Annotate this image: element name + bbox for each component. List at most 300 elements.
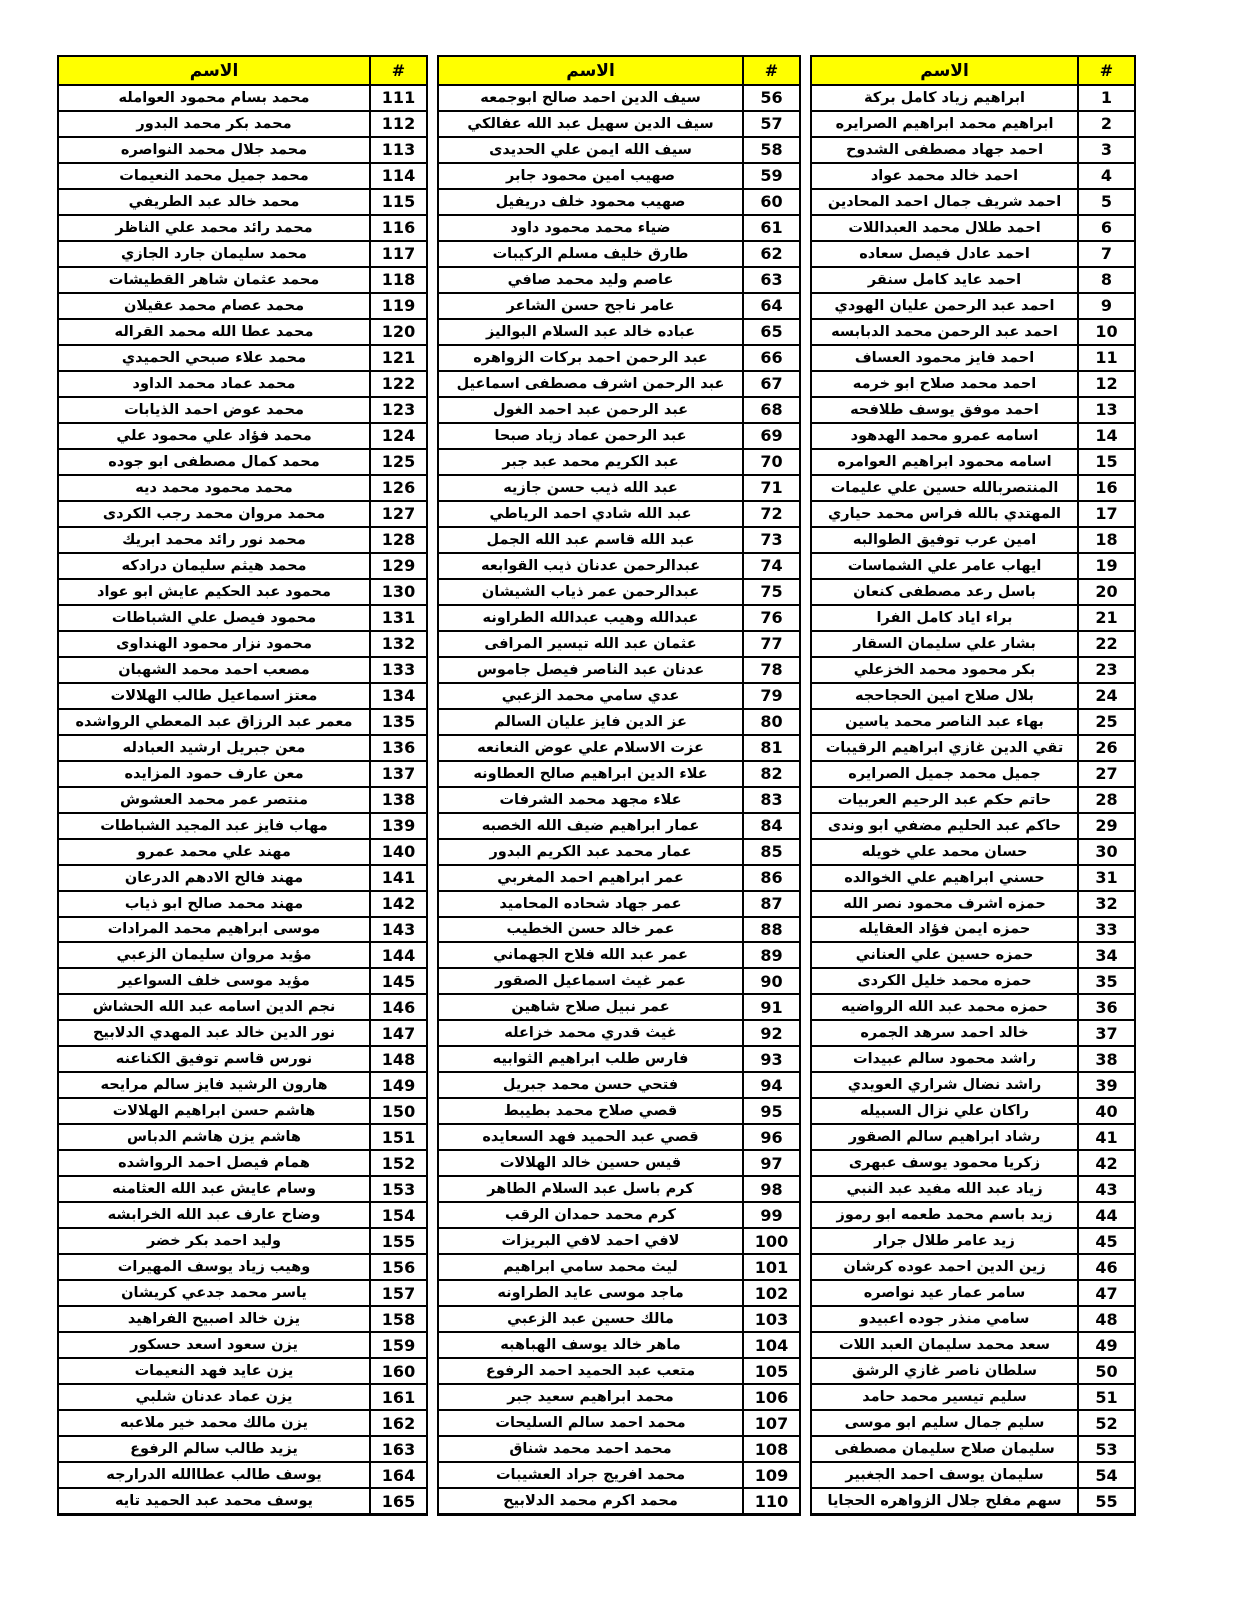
rank-cell: 139 xyxy=(369,814,426,838)
names-table xyxy=(57,55,1136,1516)
name-cell: محمد جميل محمد النعيمات xyxy=(119,167,309,184)
name-cell: متعب عبد الحميد احمد الرفوع xyxy=(485,1363,696,1380)
name-cell: عز الدين فايز عليان السالم xyxy=(494,713,687,730)
table-row xyxy=(439,190,799,216)
name-cell: احمد موفق يوسف طلافحه xyxy=(850,401,1039,418)
rank-cell: 46 xyxy=(1077,1255,1134,1279)
rank-cell: 16 xyxy=(1077,476,1134,500)
name-cell: احمد عبد الرحمن محمد الدبابسه xyxy=(831,323,1058,340)
table-row xyxy=(439,580,799,606)
table-row xyxy=(439,164,799,190)
rank-cell: 104 xyxy=(742,1333,799,1357)
table-row xyxy=(59,762,426,788)
name-cell: عاصم وليد محمد صافي xyxy=(507,271,674,288)
table-row xyxy=(59,995,426,1021)
name-cell: يزيد طالب سالم الرفوع xyxy=(130,1441,298,1458)
name-cell: كرم محمد حمدان الرقب xyxy=(505,1207,676,1224)
rank-cell: 92 xyxy=(742,1021,799,1045)
name-cell: سيف الدين احمد صالح ابوجمعه xyxy=(480,89,701,106)
name-cell: حاكم عبد الحليم مضفي ابو وندى xyxy=(827,817,1062,834)
rank-cell: 103 xyxy=(742,1307,799,1331)
table-row xyxy=(812,788,1134,814)
rank-cell: 58 xyxy=(742,138,799,162)
name-cell: محمد عصام محمد عقيلان xyxy=(123,297,305,314)
name-cell: مصعب احمد محمد الشهبان xyxy=(118,661,310,678)
rank-cell: 157 xyxy=(369,1281,426,1305)
name-cell: سليم جمال سليم ابو موسى xyxy=(844,1415,1045,1432)
table-row xyxy=(812,1229,1134,1255)
table-row xyxy=(59,138,426,164)
name-cell: حسان محمد علي خويله xyxy=(861,843,1028,860)
rank-cell: 47 xyxy=(1077,1281,1134,1305)
rank-cell: 119 xyxy=(369,294,426,318)
rank-cell: 155 xyxy=(369,1229,426,1253)
name-cell: مؤيد مروان سليمان الزعبي xyxy=(116,947,312,964)
table-row xyxy=(59,1099,426,1125)
name-cell: يزن عايد فهد النعيمات xyxy=(134,1363,294,1380)
name-cell: عمر ابراهيم احمد المغربي xyxy=(497,869,684,886)
rank-cell: 9 xyxy=(1077,294,1134,318)
rank-cell: 90 xyxy=(742,969,799,993)
name-cell: عبد الرحمن عبد احمد الغول xyxy=(492,401,689,418)
name-cell: يوسف محمد عبد الحميد تايه xyxy=(115,1493,313,1510)
rank-cell: 88 xyxy=(742,918,799,942)
rank-cell: 128 xyxy=(369,528,426,552)
rank-cell: 66 xyxy=(742,346,799,370)
name-cell: عمر غيث اسماعيل الصقور xyxy=(495,973,686,990)
table-row xyxy=(812,1099,1134,1125)
table-row xyxy=(439,788,799,814)
rank-cell: 134 xyxy=(369,684,426,708)
name-cell: عدي سامي محمد الزعبي xyxy=(501,687,680,704)
rank-cell: 69 xyxy=(742,424,799,448)
table-row xyxy=(812,502,1134,528)
table-row xyxy=(439,918,799,944)
rank-cell: 25 xyxy=(1077,710,1134,734)
rank-cell: 115 xyxy=(369,190,426,214)
number-column-header: # xyxy=(1077,57,1134,84)
rank-cell: 43 xyxy=(1077,1177,1134,1201)
rank-cell: 18 xyxy=(1077,528,1134,552)
table-row xyxy=(439,1281,799,1307)
name-cell: سليمان يوسف احمد الجغبير xyxy=(845,1467,1044,1484)
table-row xyxy=(812,320,1134,346)
table-row xyxy=(439,1099,799,1125)
name-cell: وضاح عارف عبد الله الخرابشه xyxy=(107,1207,321,1224)
table-row xyxy=(812,580,1134,606)
number-column-header: # xyxy=(742,57,799,84)
rank-cell: 62 xyxy=(742,242,799,266)
name-cell: محمد ابراهيم سعيد جبر xyxy=(507,1389,674,1406)
table-row xyxy=(59,1125,426,1151)
rank-cell: 40 xyxy=(1077,1099,1134,1123)
table-row xyxy=(439,112,799,138)
name-cell: احمد خالد محمد عواد xyxy=(870,167,1019,184)
table-row xyxy=(59,943,426,969)
name-cell: عزت الاسلام علي عوض النعانعه xyxy=(477,739,704,756)
table-row xyxy=(812,1073,1134,1099)
table-row xyxy=(59,398,426,424)
name-cell: معن عارف حمود المزايده xyxy=(124,765,304,782)
name-cell: وليد احمد بكر خضر xyxy=(146,1233,282,1250)
name-cell: زيد باسم محمد طعمه ابو رموز xyxy=(836,1207,1053,1224)
rank-cell: 129 xyxy=(369,554,426,578)
rank-cell: 22 xyxy=(1077,632,1134,656)
name-cell: احمد جهاد مصطفى الشدوح xyxy=(845,141,1044,158)
name-cell: حمزه محمد خليل الكردى xyxy=(857,973,1032,990)
rank-cell: 154 xyxy=(369,1203,426,1227)
name-cell: بشار علي سليمان السقار xyxy=(853,635,1036,652)
name-cell: يزن خالد اصبيح الفراهيد xyxy=(127,1311,301,1328)
table-row xyxy=(439,1047,799,1073)
table-row xyxy=(812,1281,1134,1307)
rank-cell: 150 xyxy=(369,1099,426,1123)
rank-cell: 131 xyxy=(369,606,426,630)
name-cell: زين الدين احمد عوده كرشان xyxy=(843,1259,1046,1276)
name-cell: تقي الدين غازي ابراهيم الرقيبات xyxy=(825,739,1064,756)
rank-cell: 99 xyxy=(742,1203,799,1227)
name-cell: موسى ابراهيم محمد المرادات xyxy=(107,921,321,938)
rank-cell: 89 xyxy=(742,943,799,967)
rank-cell: 146 xyxy=(369,995,426,1019)
table-row xyxy=(812,1437,1134,1463)
rank-cell: 116 xyxy=(369,216,426,240)
table-row xyxy=(812,112,1134,138)
table-row xyxy=(59,86,426,112)
rank-cell: 113 xyxy=(369,138,426,162)
rank-cell: 54 xyxy=(1077,1463,1134,1487)
table-row xyxy=(812,86,1134,112)
table-row xyxy=(439,995,799,1021)
name-cell: سامي منذر جوده اعبيدو xyxy=(859,1311,1030,1328)
table-row xyxy=(439,1073,799,1099)
name-cell: راشد نضال شراري العويدي xyxy=(847,1077,1042,1094)
name-cell: معن جبريل ارشيد العبادله xyxy=(122,739,306,756)
name-cell: ايهاب عامر علي الشماسات xyxy=(847,557,1042,574)
name-cell: ليث محمد سامي ابراهيم xyxy=(503,1259,678,1276)
rank-cell: 75 xyxy=(742,580,799,604)
rank-cell: 143 xyxy=(369,918,426,942)
name-cell: محمود فيصل علي الشباطات xyxy=(111,609,317,626)
rank-cell: 117 xyxy=(369,242,426,266)
table-row xyxy=(812,554,1134,580)
rank-cell: 110 xyxy=(742,1489,799,1513)
name-cell: لافي احمد لافي البريزات xyxy=(501,1233,680,1250)
table-row xyxy=(439,969,799,995)
name-cell: ماهر خالد يوسف الهباهبه xyxy=(500,1337,681,1354)
rank-cell: 151 xyxy=(369,1125,426,1149)
name-cell: مهند فالح الادهم الدرعان xyxy=(124,869,304,886)
rank-cell: 39 xyxy=(1077,1073,1134,1097)
table-row xyxy=(59,1333,426,1359)
table-rows-group-1 xyxy=(812,86,1134,1513)
rank-cell: 55 xyxy=(1077,1489,1134,1513)
rank-cell: 73 xyxy=(742,528,799,552)
rank-cell: 164 xyxy=(369,1463,426,1487)
rank-cell: 36 xyxy=(1077,995,1134,1019)
table-row xyxy=(812,1177,1134,1203)
name-cell: رشاد ابراهيم سالم الصقور xyxy=(848,1129,1041,1146)
rank-cell: 161 xyxy=(369,1385,426,1409)
table-row xyxy=(59,814,426,840)
name-cell: ابراهيم محمد ابراهيم الصرايره xyxy=(835,115,1054,132)
table-row xyxy=(439,814,799,840)
table-row xyxy=(59,1255,426,1281)
rank-cell: 3 xyxy=(1077,138,1134,162)
rank-cell: 6 xyxy=(1077,216,1134,240)
rank-cell: 7 xyxy=(1077,242,1134,266)
name-cell: وهيب زياد يوسف المهيرات xyxy=(117,1259,311,1276)
name-cell: حمزه حسين علي العناني xyxy=(855,947,1034,964)
table-header-row xyxy=(812,57,1134,86)
rank-cell: 162 xyxy=(369,1411,426,1435)
table-row xyxy=(59,216,426,242)
table-row xyxy=(439,1021,799,1047)
table-row xyxy=(439,86,799,112)
rank-cell: 13 xyxy=(1077,398,1134,422)
rank-cell: 2 xyxy=(1077,112,1134,136)
table-row xyxy=(59,710,426,736)
rank-cell: 63 xyxy=(742,268,799,292)
name-cell: ضياء محمد محمود داود xyxy=(510,219,671,236)
rank-cell: 50 xyxy=(1077,1359,1134,1383)
name-cell: مالك حسين عبد الزعبي xyxy=(507,1311,674,1328)
rank-cell: 26 xyxy=(1077,736,1134,760)
rank-cell: 165 xyxy=(369,1489,426,1513)
name-cell: محمد احمد سالم السليحات xyxy=(495,1415,686,1432)
name-cell: مهاب فايز عبد المجيد الشباطات xyxy=(100,817,328,834)
name-cell: غيث قدري محمد خزاعله xyxy=(504,1025,677,1042)
rank-cell: 121 xyxy=(369,346,426,370)
table-row xyxy=(59,424,426,450)
rank-cell: 60 xyxy=(742,190,799,214)
table-row xyxy=(812,190,1134,216)
name-cell: طارق خليف مسلم الركيبات xyxy=(492,245,689,262)
rank-cell: 81 xyxy=(742,736,799,760)
rank-cell: 101 xyxy=(742,1255,799,1279)
table-row xyxy=(59,112,426,138)
rank-cell: 79 xyxy=(742,684,799,708)
rank-cell: 107 xyxy=(742,1411,799,1435)
table-row xyxy=(59,502,426,528)
table-row xyxy=(812,736,1134,762)
rank-cell: 52 xyxy=(1077,1411,1134,1435)
name-cell: صهيب امين محمود جابر xyxy=(506,167,675,184)
name-cell: نورس قاسم توفيق الكناعنه xyxy=(115,1051,313,1068)
rank-cell: 85 xyxy=(742,840,799,864)
table-row xyxy=(439,242,799,268)
rank-cell: 152 xyxy=(369,1151,426,1175)
name-cell: زيد عامر طلال جرار xyxy=(874,1233,1015,1250)
name-cell: سعد محمد سليمان العبد اللات xyxy=(838,1337,1051,1354)
name-cell: عمر خالد حسن الخطيب xyxy=(506,921,675,938)
table-row xyxy=(59,969,426,995)
table-row xyxy=(59,346,426,372)
rank-cell: 51 xyxy=(1077,1385,1134,1409)
name-cell: محمد بكر محمد البدور xyxy=(136,115,292,132)
name-cell: سيف الله ايمن علي الحديدى xyxy=(489,141,692,158)
table-row xyxy=(59,450,426,476)
table-row xyxy=(439,762,799,788)
name-cell: سليمان صلاح سليمان مصطفى xyxy=(834,1441,1055,1458)
table-row xyxy=(439,346,799,372)
name-cell: يزن مالك محمد خير ملاعبه xyxy=(120,1415,308,1432)
name-cell: عبدالرحمن عدنان ذيب القوابعه xyxy=(480,557,701,574)
names-table-group-2 xyxy=(437,55,801,1516)
name-cell: احمد فايز محمود العساف xyxy=(854,349,1035,366)
name-cell: مهند علي محمد عمرو xyxy=(137,843,291,860)
rank-cell: 70 xyxy=(742,450,799,474)
name-cell: قصي صلاح محمد بطيبط xyxy=(503,1103,678,1120)
name-cell: عثمان عبد الله تيسير المرافى xyxy=(484,635,697,652)
table-row xyxy=(59,268,426,294)
table-row xyxy=(812,164,1134,190)
name-cell: عمر نبيل صلاح شاهين xyxy=(511,999,670,1016)
rank-cell: 53 xyxy=(1077,1437,1134,1461)
table-row xyxy=(439,1177,799,1203)
table-row xyxy=(59,580,426,606)
table-row xyxy=(439,138,799,164)
table-row xyxy=(812,684,1134,710)
table-row xyxy=(812,1463,1134,1489)
name-cell: يوسف طالب عطاالله الدرارجه xyxy=(106,1467,322,1484)
rank-cell: 153 xyxy=(369,1177,426,1201)
table-row xyxy=(439,476,799,502)
table-row xyxy=(812,216,1134,242)
table-row xyxy=(812,606,1134,632)
name-cell: هارون الرشيد فايز سالم مرايحه xyxy=(100,1077,328,1094)
name-cell: سامر عمار عيد نواصره xyxy=(863,1285,1026,1302)
rank-cell: 126 xyxy=(369,476,426,500)
table-row xyxy=(439,1333,799,1359)
rank-cell: 125 xyxy=(369,450,426,474)
name-cell: محمد نور رائد محمد ابريك xyxy=(122,531,306,548)
table-row xyxy=(439,1203,799,1229)
rank-cell: 158 xyxy=(369,1307,426,1331)
table-row xyxy=(812,242,1134,268)
rank-cell: 120 xyxy=(369,320,426,344)
table-row xyxy=(812,476,1134,502)
rank-cell: 33 xyxy=(1077,918,1134,942)
rank-cell: 80 xyxy=(742,710,799,734)
table-row xyxy=(439,892,799,918)
name-cell: هاشم حسن ابراهيم الهلالات xyxy=(112,1103,316,1120)
name-cell: عامر ناجح حسن الشاعر xyxy=(506,297,675,314)
name-cell: محمد عوض احمد الذيابات xyxy=(124,401,304,418)
table-row xyxy=(439,1463,799,1489)
rank-cell: 142 xyxy=(369,892,426,916)
rank-cell: 67 xyxy=(742,372,799,396)
table-row xyxy=(59,892,426,918)
name-cell: حسني ابراهيم علي الخوالده xyxy=(844,869,1045,886)
rank-cell: 17 xyxy=(1077,502,1134,526)
name-cell: راشد محمود سالم عبيدات xyxy=(853,1051,1036,1068)
table-row xyxy=(812,1255,1134,1281)
name-cell: كرم باسل عبد السلام الطاهر xyxy=(487,1181,694,1198)
name-cell: محمد جلال محمد النواصره xyxy=(120,141,308,158)
table-row xyxy=(439,684,799,710)
rank-cell: 145 xyxy=(369,969,426,993)
rank-cell: 61 xyxy=(742,216,799,240)
rank-cell: 35 xyxy=(1077,969,1134,993)
table-row xyxy=(439,840,799,866)
rank-cell: 78 xyxy=(742,658,799,682)
rank-cell: 100 xyxy=(742,1229,799,1253)
rank-cell: 34 xyxy=(1077,943,1134,967)
table-row xyxy=(812,268,1134,294)
name-column-header: الاسم xyxy=(566,60,615,81)
rank-cell: 15 xyxy=(1077,450,1134,474)
table-row xyxy=(812,294,1134,320)
table-row xyxy=(439,1385,799,1411)
name-cell: نجم الدين اسامه عبد الله الحشاش xyxy=(92,999,336,1016)
name-cell: براء اياد كامل الفرا xyxy=(876,609,1013,626)
name-cell: احمد طلال محمد العبداللات xyxy=(848,219,1041,236)
table-row xyxy=(812,398,1134,424)
name-cell: عمار محمد عبد الكريم البدور xyxy=(489,843,692,860)
name-cell: محمد خالد عبد الطريفي xyxy=(128,193,300,210)
table-row xyxy=(59,788,426,814)
rank-cell: 149 xyxy=(369,1073,426,1097)
table-row xyxy=(59,1151,426,1177)
rank-cell: 68 xyxy=(742,398,799,422)
name-cell: نور الدين خالد عبد المهدي الدلابيح xyxy=(92,1025,336,1042)
name-cell: بلال صلاح امين الحجاحجه xyxy=(854,687,1035,704)
table-row xyxy=(59,606,426,632)
table-row xyxy=(439,216,799,242)
rank-cell: 84 xyxy=(742,814,799,838)
table-row xyxy=(812,372,1134,398)
name-cell: المهتدي بالله فراس محمد حياري xyxy=(828,505,1061,522)
name-cell: محمد هيثم سليمان درادكه xyxy=(121,557,307,574)
table-row xyxy=(439,528,799,554)
rank-cell: 77 xyxy=(742,632,799,656)
table-rows-group-3 xyxy=(59,86,426,1513)
rank-cell: 123 xyxy=(369,398,426,422)
table-row xyxy=(59,1073,426,1099)
rank-cell: 14 xyxy=(1077,424,1134,448)
table-row xyxy=(59,1385,426,1411)
table-row xyxy=(59,476,426,502)
table-row xyxy=(59,918,426,944)
name-cell: بهاء عبد الناصر محمد ياسين xyxy=(845,713,1044,730)
name-cell: وسام عايش عبد الله العثامنه xyxy=(112,1181,316,1198)
name-cell: محمد عثمان شاهر القطيشات xyxy=(108,271,320,288)
name-cell: سهم مفلح جلال الزواهره الحجايا xyxy=(827,1493,1062,1510)
rank-cell: 19 xyxy=(1077,554,1134,578)
name-cell: معمر عبد الرزاق عبد المعطي الرواشده xyxy=(75,713,353,730)
name-cell: عمار ابراهيم ضيف الله الخصبه xyxy=(481,817,700,834)
name-cell: منتصر عمر محمد العشوش xyxy=(120,791,308,808)
table-row xyxy=(439,424,799,450)
table-row xyxy=(439,736,799,762)
rank-cell: 105 xyxy=(742,1359,799,1383)
name-cell: عباده خالد عبد السلام البواليز xyxy=(486,323,695,340)
rank-cell: 49 xyxy=(1077,1333,1134,1357)
rank-cell: 109 xyxy=(742,1463,799,1487)
table-row xyxy=(439,632,799,658)
table-row xyxy=(812,1489,1134,1513)
table-row xyxy=(439,398,799,424)
name-cell: محمود نزار محمود الهنداوى xyxy=(116,635,312,652)
name-cell: علاء مجهد محمد الشرفات xyxy=(499,791,682,808)
rank-cell: 1 xyxy=(1077,86,1134,110)
table-row xyxy=(59,1281,426,1307)
rank-cell: 98 xyxy=(742,1177,799,1201)
rank-cell: 38 xyxy=(1077,1047,1134,1071)
rank-cell: 83 xyxy=(742,788,799,812)
name-cell: احمد عايد كامل سنقر xyxy=(867,271,1022,288)
